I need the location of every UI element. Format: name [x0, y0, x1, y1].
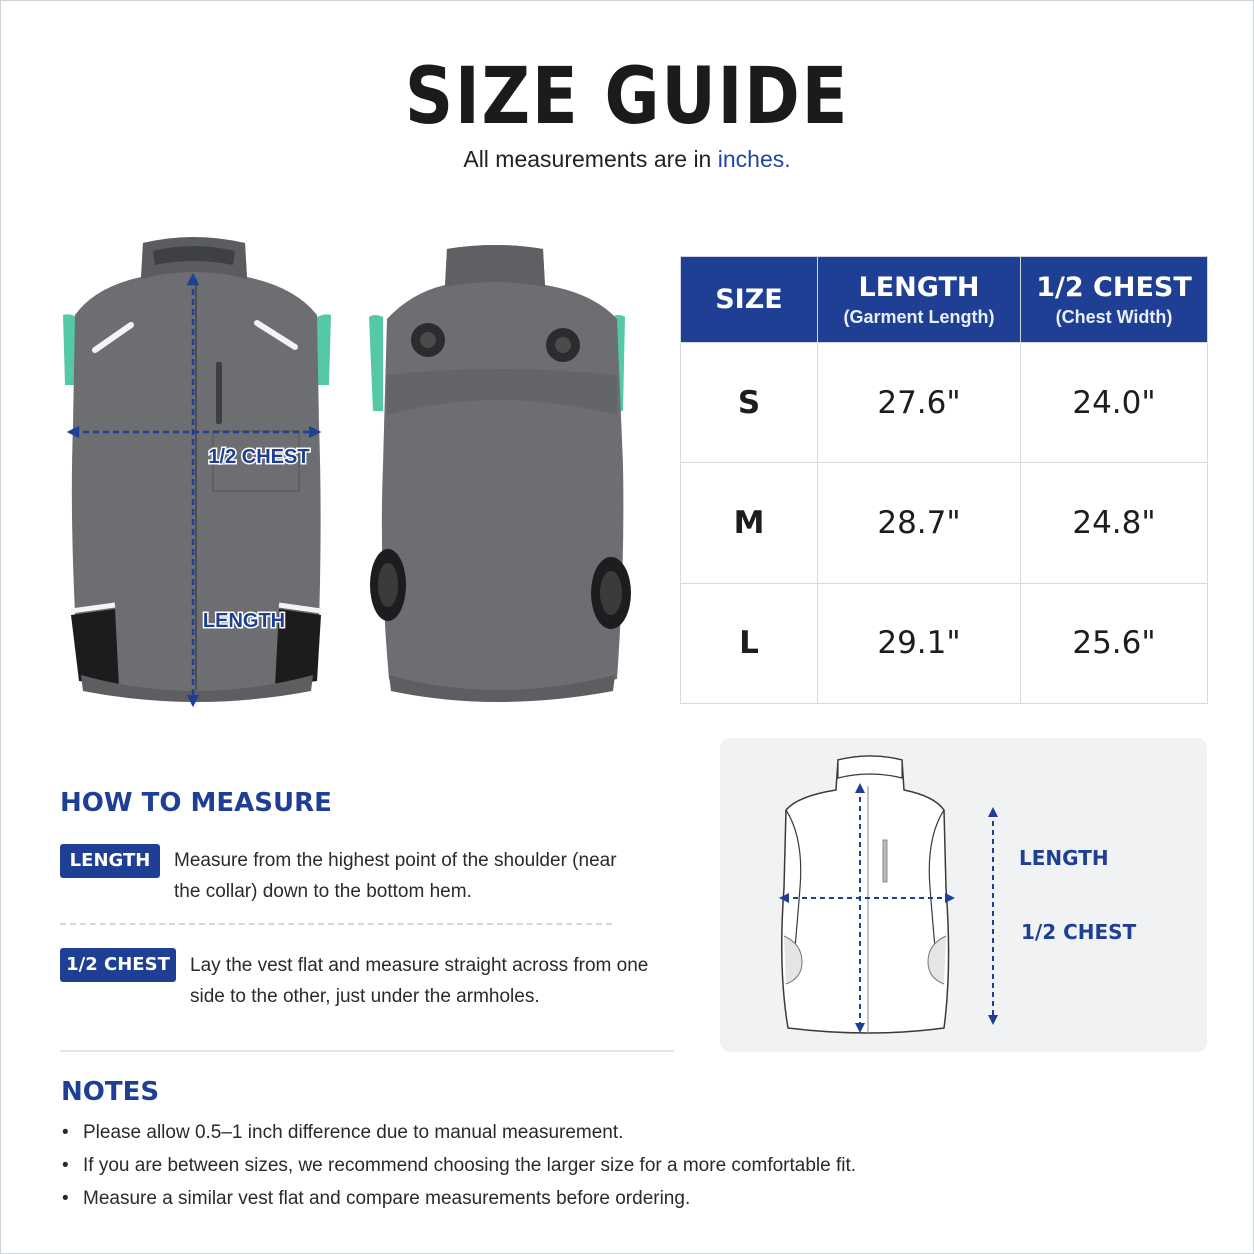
diagram-chest-label: 1/2 CHEST — [1021, 920, 1137, 944]
length-cell: 29.1" — [818, 583, 1021, 703]
list-item — [62, 1118, 1062, 1151]
measuring-diagram — [720, 738, 1207, 1052]
vest-outline-image — [720, 738, 1207, 1052]
table-header-row — [681, 257, 1208, 343]
length-cell: 27.6" — [818, 343, 1021, 463]
divider — [60, 1050, 674, 1052]
vest-illustrations — [55, 235, 655, 715]
notes-list — [62, 1118, 1062, 1217]
chest-cell: 24.0" — [1021, 343, 1208, 463]
table-row — [681, 463, 1208, 583]
divider — [60, 923, 612, 925]
col-header-chest-sublabel: (Chest Width) — [1055, 306, 1173, 327]
bullet: • — [62, 1155, 69, 1176]
page-subtitle — [0, 146, 1254, 173]
notes-heading: NOTES — [61, 1077, 160, 1107]
length-cell: 28.7" — [818, 463, 1021, 583]
vest-back-image — [369, 245, 631, 702]
diagram-length-label: LENGTH — [1019, 846, 1109, 870]
size-cell: S — [681, 343, 818, 463]
col-header-length-label: LENGTH — [858, 271, 980, 303]
subtitle-unit: inches. — [717, 146, 791, 172]
note-text: Please allow 0.5–1 inch difference due to manual measurement. — [83, 1122, 624, 1143]
note-text: Measure a similar vest flat and compare measurements before ordering. — [83, 1188, 691, 1209]
how-to-measure-heading: HOW TO MEASURE — [60, 788, 332, 818]
vest-front-image — [63, 237, 331, 702]
chest-description: Lay the vest flat and measure straight across from one side to the other, just under the armholes. — [190, 955, 649, 1007]
list-item — [62, 1184, 1062, 1217]
chest-badge: 1/2 CHEST — [60, 948, 176, 982]
size-cell: M — [681, 463, 818, 583]
size-chart-table — [680, 256, 1208, 704]
size-cell: L — [681, 583, 818, 703]
bullet: • — [62, 1188, 69, 1209]
col-header-length-sublabel: (Garment Length) — [843, 306, 995, 327]
col-header-size-label: SIZE — [715, 284, 783, 315]
col-header-size — [681, 257, 818, 343]
note-text: If you are between sizes, we recommend choosing the larger size for a more comfortable fit. — [83, 1155, 857, 1176]
col-header-chest-label: 1/2 CHEST — [1036, 271, 1192, 303]
list-item — [62, 1151, 1062, 1184]
table-row — [681, 343, 1208, 463]
chest-cell: 25.6" — [1021, 583, 1208, 703]
table-row — [681, 583, 1208, 703]
length-badge: LENGTH — [60, 844, 160, 878]
col-header-chest — [1021, 257, 1208, 343]
col-header-length — [818, 257, 1021, 343]
vest-length-label: LENGTH — [202, 610, 286, 632]
vest-chest-label: 1/2 CHEST — [208, 446, 310, 468]
subtitle-text: All measurements are in — [463, 146, 712, 172]
page-title: SIZE GUIDE — [404, 52, 850, 142]
chest-cell: 24.8" — [1021, 463, 1208, 583]
bullet: • — [62, 1122, 69, 1143]
length-description: Measure from the highest point of the shoulder (near the collar) down to the bottom hem. — [174, 850, 617, 902]
